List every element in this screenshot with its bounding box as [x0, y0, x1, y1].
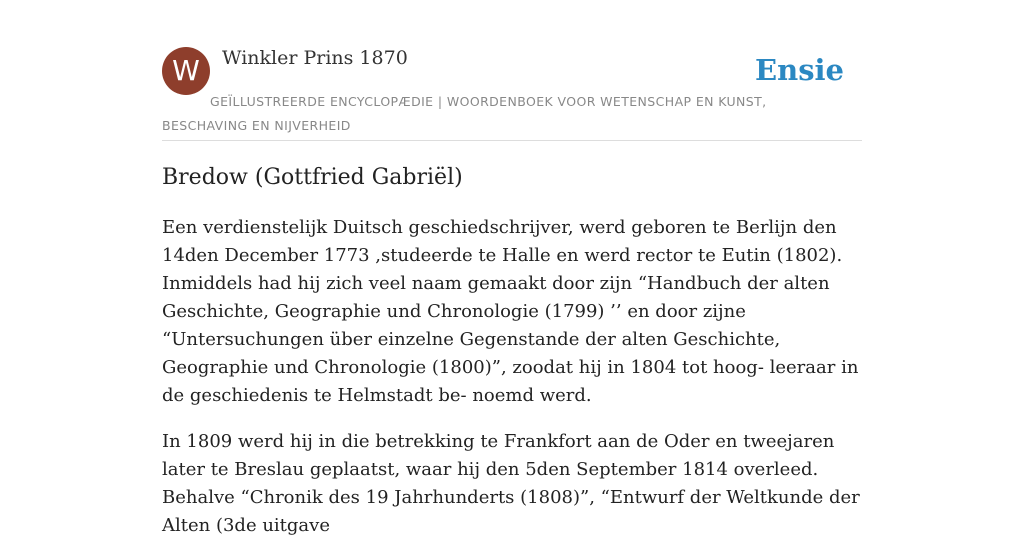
article — [162, 160, 862, 540]
header — [162, 45, 862, 141]
article-title: Bredow (Gottfried Gabriël) — [162, 165, 463, 190]
source-subtitle: GEÏLLUSTREERDE ENCYCLOPÆDIE | WOORDENBOEK VOOR WETENSCHAP EN KUNST, BESCHAVING EN NIJVERHEID — [162, 94, 767, 133]
brand-logo[interactable]: Ensie — [755, 53, 844, 87]
avatar[interactable]: W — [162, 47, 210, 95]
source-title[interactable]: Winkler Prins 1870 — [222, 47, 408, 69]
article-paragraph: In 1809 werd hij in die betrekking te Frankfort aan de Oder en tweejaren later te Breslau geplaatst, waar hij den 5den September 1814 overleed. Behalve “Chronik des 19 Jahrhunderts (1808)”, “Entwurf der Weltkunde der Alten (3de uitgave — [162, 431, 860, 536]
article-paragraph: Een verdienstelijk Duitsch geschiedschrijver, werd geboren te Berlijn den 14den December 1773 ,studeerde te Halle en werd rector te Eutin (1802). Inmiddels had hij zich veel naam gemaakt door zijn “Handbuch der alten Geschichte, Geographie und Chronologie (1799) ’’ en door zijne “Untersuchungen über einzelne Gegenstande der alten Geschichte, Geographie und Chronologie (1800)”, zoodat hij in 1804 tot hoog- leeraar in de geschiedenis te Helmstadt be- noemd werd. — [162, 217, 859, 406]
